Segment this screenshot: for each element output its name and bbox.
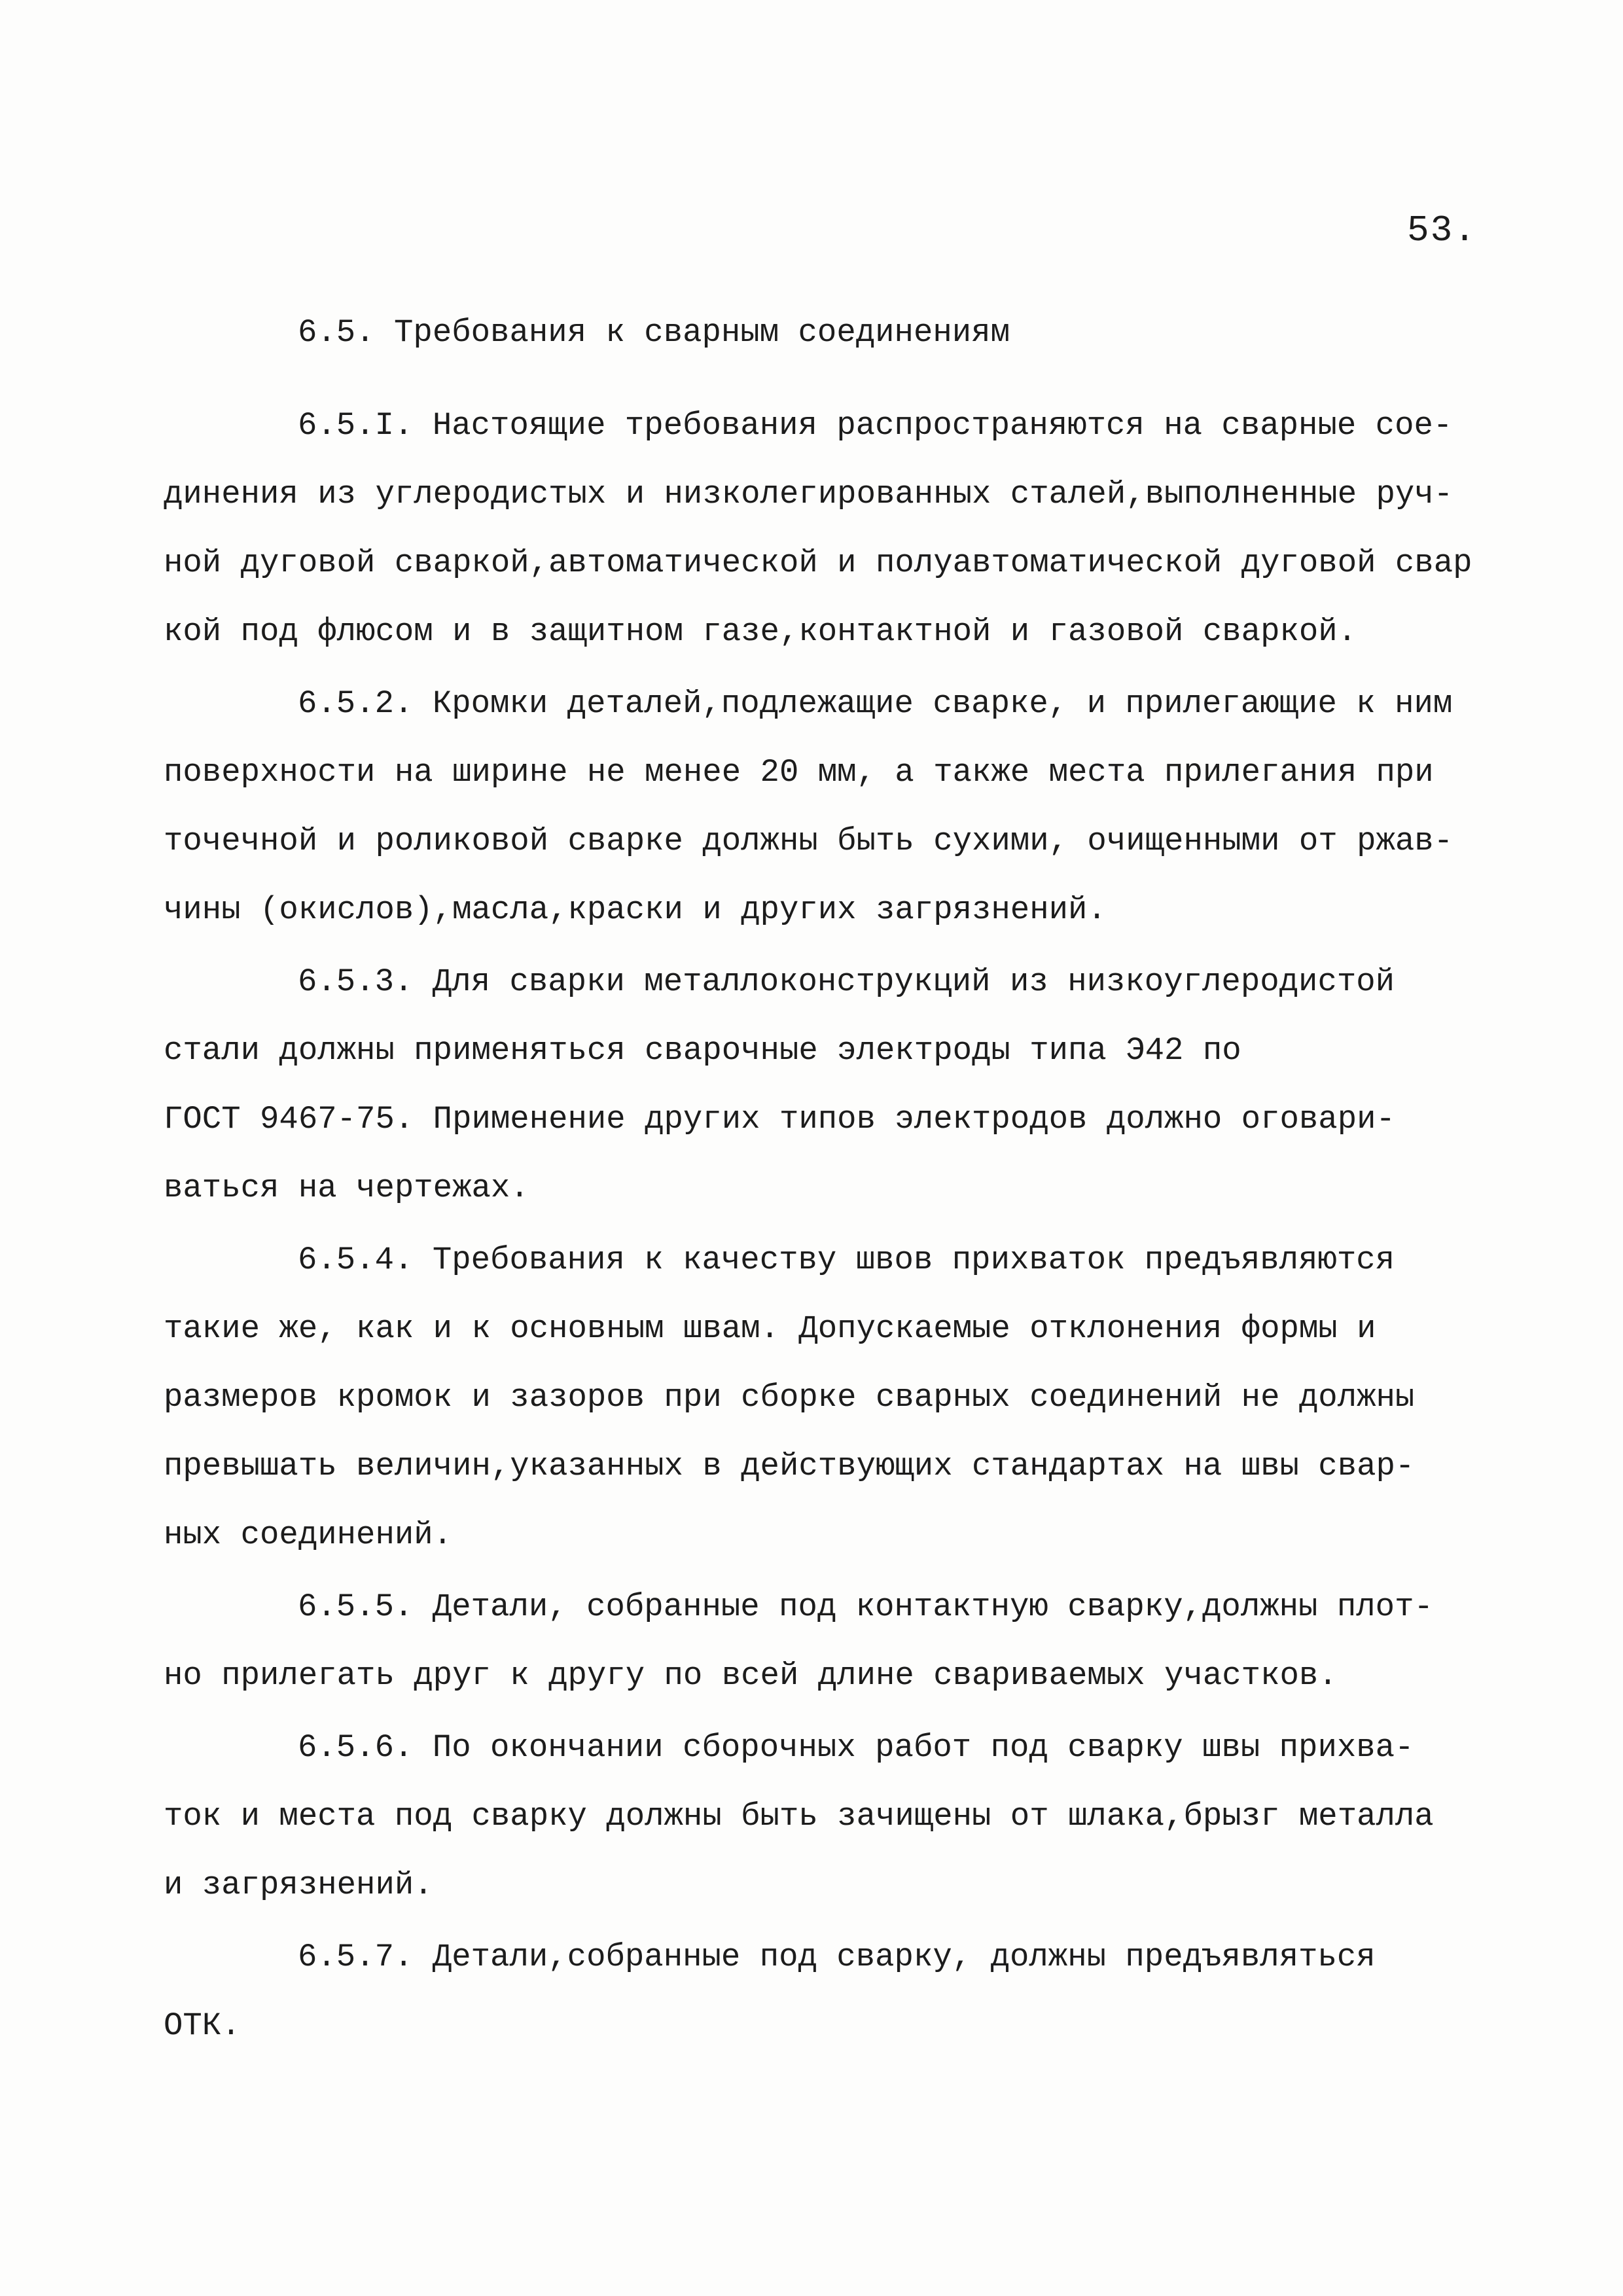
clause-line: динения из углеродистых и низколегированных сталей,выполненные руч- (164, 476, 1454, 512)
clause-line: ваться на чертежах. (164, 1170, 529, 1206)
clause-line: размеров кромок и зазоров при сборке сварных соединений не должны (164, 1379, 1415, 1416)
clause-line: но прилегать друг к другу по всей длине свариваемых участков. (164, 1657, 1338, 1694)
clause-line: 6.5.2. Кромки деталей,подлежащие сварке, и прилегающие к ним (298, 685, 1453, 722)
clause-line: ток и места под сварку должны быть зачищены от шлака,брызг металла (164, 1798, 1434, 1835)
clause-line: точечной и роликовой сварке должны быть сухими, очищенными от ржав- (164, 823, 1454, 859)
clause-line: 6.5.4. Требования к качеству швов прихваток предъявляются (298, 1242, 1395, 1278)
clause-line: 6.5.3. Для сварки металлоконструкций из низкоуглеродистой (298, 963, 1395, 1000)
clause-line: ных соединений. (164, 1516, 453, 1553)
clause-line: ОТК. (164, 2007, 241, 2044)
clause-line: ной дуговой сваркой,автоматической и полуавтоматической дуговой свар (164, 545, 1472, 581)
clause-line: поверхности на ширине не менее 20 мм, а также места прилегания при (164, 754, 1434, 791)
clause-line: 6.5.5. Детали, собранные под контактную сварку,должны плот- (298, 1588, 1433, 1625)
clause-line: стали должны применяться сварочные электроды типа Э42 по (164, 1032, 1241, 1069)
clause-line: превышать величин,указанных в действующих стандартах на швы свар- (164, 1448, 1415, 1484)
section-heading: 6.5. Требования к сварным соединениям (298, 314, 1010, 351)
clause-line: такие же, как и к основным швам. Допускаемые отклонения формы и (164, 1310, 1376, 1347)
clause-line: кой под флюсом и в защитном газе,контактной и газовой сваркой. (164, 613, 1357, 650)
clause-line: чины (окислов),масла,краски и других загрязнений. (164, 891, 1107, 928)
clause-line: 6.5.I. Настоящие требования распространяются на сварные сое- (298, 407, 1453, 444)
clause-line: 6.5.6. По окончании сборочных работ под сварку швы прихва- (298, 1729, 1414, 1766)
clause-line: и загрязнений. (164, 1867, 433, 1903)
clause-line: 6.5.7. Детали,собранные под сварку, должны предъявляться (298, 1939, 1376, 1975)
page-number: 53. (1407, 209, 1477, 251)
clause-line: ГОСТ 9467-75. Применение других типов электродов должно оговари- (164, 1101, 1395, 1138)
